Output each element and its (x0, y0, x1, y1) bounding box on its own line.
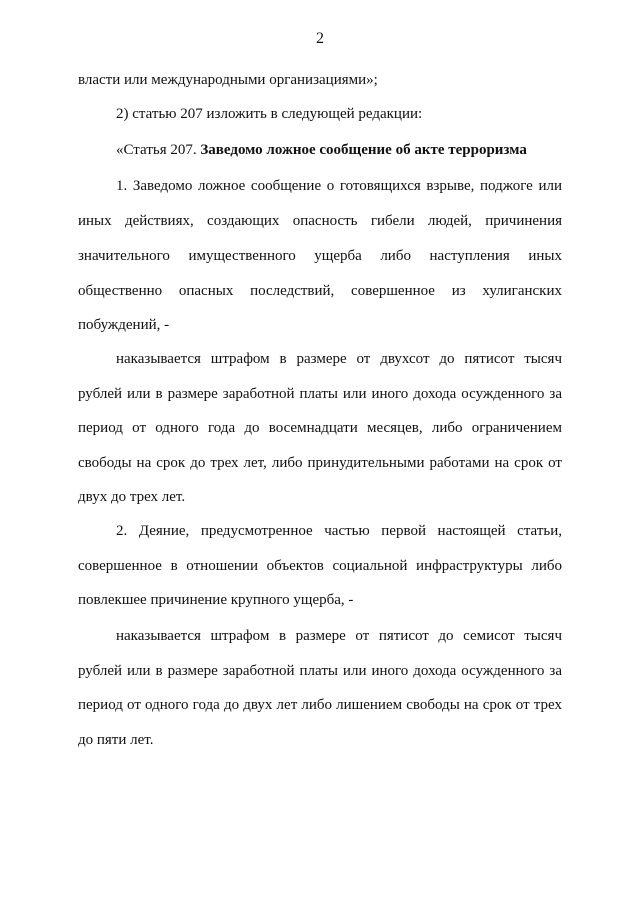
article-number: «Статья 207. (116, 142, 201, 158)
text-line: значительного имущественного ущерба либо наступления иных (78, 248, 562, 264)
text-line: свободы на срок до трех лет, либо принудительными работами на срок от (78, 455, 562, 471)
text-line: 2) статью 207 изложить в следующей редакции: (116, 106, 423, 122)
text-line: рублей или в размере заработной платы или иного дохода осужденного за (78, 663, 562, 679)
article-title: Заведомо ложное сообщение об акте терроризма (200, 142, 527, 158)
text-line: наказывается штрафом в размере от пятисот до семисот тысяч (116, 628, 562, 644)
text-line: совершенное в отношении объектов социальной инфраструктуры либо (78, 558, 562, 574)
text-line: 2. Деяние, предусмотренное частью первой настоящей статьи, (116, 523, 562, 539)
text-line: власти или международными организациями»; (78, 72, 378, 88)
text-line: наказывается штрафом в размере от двухсот до пятисот тысяч (116, 351, 562, 367)
text-line: до пяти лет. (78, 732, 154, 748)
article-heading (116, 140, 562, 160)
text-line: общественно опасных последствий, совершенное из хулиганских (78, 283, 562, 299)
page-number: 2 (316, 30, 324, 47)
text-line: повлекшее причинение крупного ущерба, - (78, 592, 354, 608)
text-line: двух до трех лет. (78, 489, 186, 505)
text-line: рублей или в размере заработной платы или иного дохода осужденного за (78, 386, 562, 402)
text-line: иных действиях, создающих опасность гибели людей, причинения (78, 213, 562, 229)
text-line: 1. Заведомо ложное сообщение о готовящихся взрыве, поджоге или (116, 178, 562, 194)
text-line: побуждений, - (78, 317, 170, 333)
text-line: период от одного года до восемнадцати месяцев, либо ограничением (78, 420, 562, 436)
text-line: период от одного года до двух лет либо лишением свободы на срок от трех (78, 697, 562, 713)
